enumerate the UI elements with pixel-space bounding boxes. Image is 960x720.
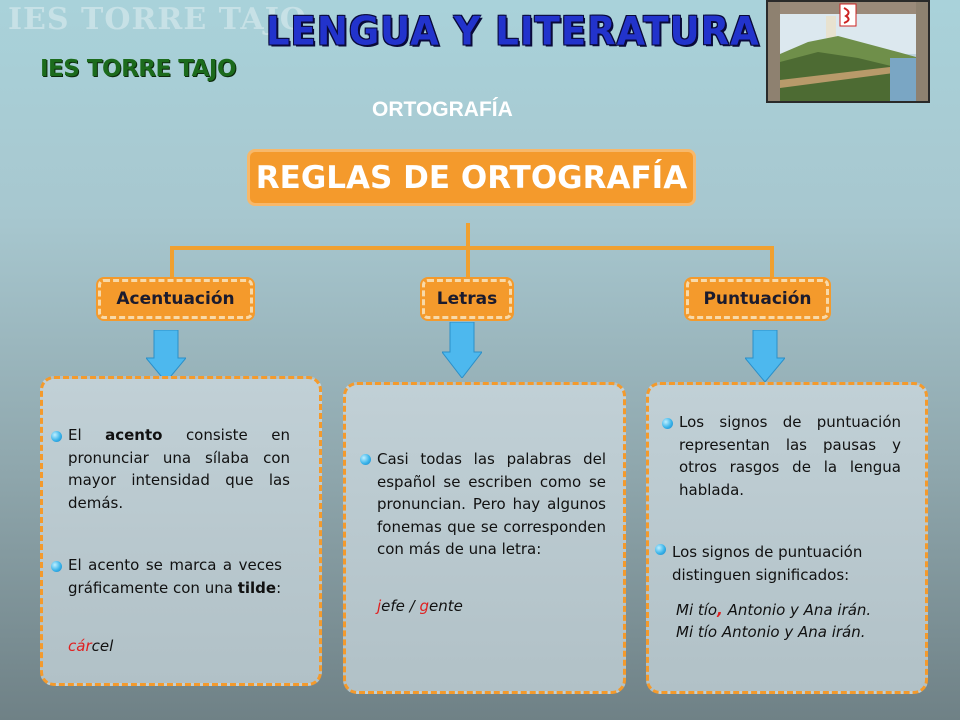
bullet-icon — [360, 454, 371, 465]
school-name: IES TORRE TAJO — [40, 56, 237, 82]
letter-g: g — [419, 597, 430, 615]
coastal-photo — [766, 0, 930, 103]
bullet-icon — [51, 431, 62, 442]
acentuacion-example: cárcel — [68, 637, 114, 655]
arrow-down-icon — [442, 322, 482, 378]
main-title: REGLAS DE ORTOGRAFÍA — [255, 159, 688, 196]
puntuacion-meaning: Los signos de puntuación distinguen significados: — [672, 543, 863, 584]
school-watermark: IES TORRE TAJO — [8, 2, 307, 37]
subject-title: LENGUA Y LITERATURA — [266, 8, 760, 55]
connector-right — [770, 246, 774, 278]
bullet-icon — [51, 561, 62, 572]
comma-mark: , — [717, 601, 723, 619]
connector-horizontal — [170, 246, 774, 250]
puntuacion-example-1: Mi tío, Antonio y Ana irán. — [676, 601, 872, 619]
topic-title: ORTOGRAFÍA — [372, 98, 513, 121]
main-title-box — [247, 149, 696, 206]
category-puntuacion — [686, 279, 829, 319]
category-letras-label: Letras — [436, 289, 498, 309]
arrow-down-icon — [146, 330, 186, 382]
connector-left — [170, 246, 174, 278]
letras-example: jefe / gente — [377, 597, 463, 615]
arrow-down-icon — [745, 330, 785, 382]
acento-term: acento — [105, 426, 163, 444]
tilde-term: tilde — [237, 578, 277, 597]
connector-vertical-main — [466, 223, 470, 248]
category-letras — [422, 279, 512, 319]
acentuacion-tilde-text: El acento se marca a veces gráficamente con una tilde: — [68, 556, 282, 597]
bullet-icon — [655, 544, 666, 555]
connector-center — [466, 246, 470, 278]
acentuacion-definition: El acento consiste en pronunciar una sílaba con mayor intensidad que las demás. — [68, 426, 290, 512]
category-acentuacion — [98, 279, 253, 319]
puntuacion-definition: Los signos de puntuación representan las pausas y otros rasgos de la lengua hablada. — [679, 413, 901, 499]
stressed-syllable: cár — [68, 637, 92, 655]
letras-text: Casi todas las palabras del español se escriben como se pronuncian. Pero hay algunos fonemas que se corresponden con más de una letra: — [377, 450, 606, 559]
category-acentuacion-label: Acentuación — [116, 289, 235, 309]
coastal-photo-image — [768, 2, 928, 101]
letter-j: j — [377, 597, 382, 615]
category-puntuacion-label: Puntuación — [703, 289, 812, 309]
bullet-icon — [662, 418, 673, 429]
puntuacion-example-2: Mi tío Antonio y Ana irán. — [676, 623, 866, 641]
logo-icon — [840, 4, 856, 26]
